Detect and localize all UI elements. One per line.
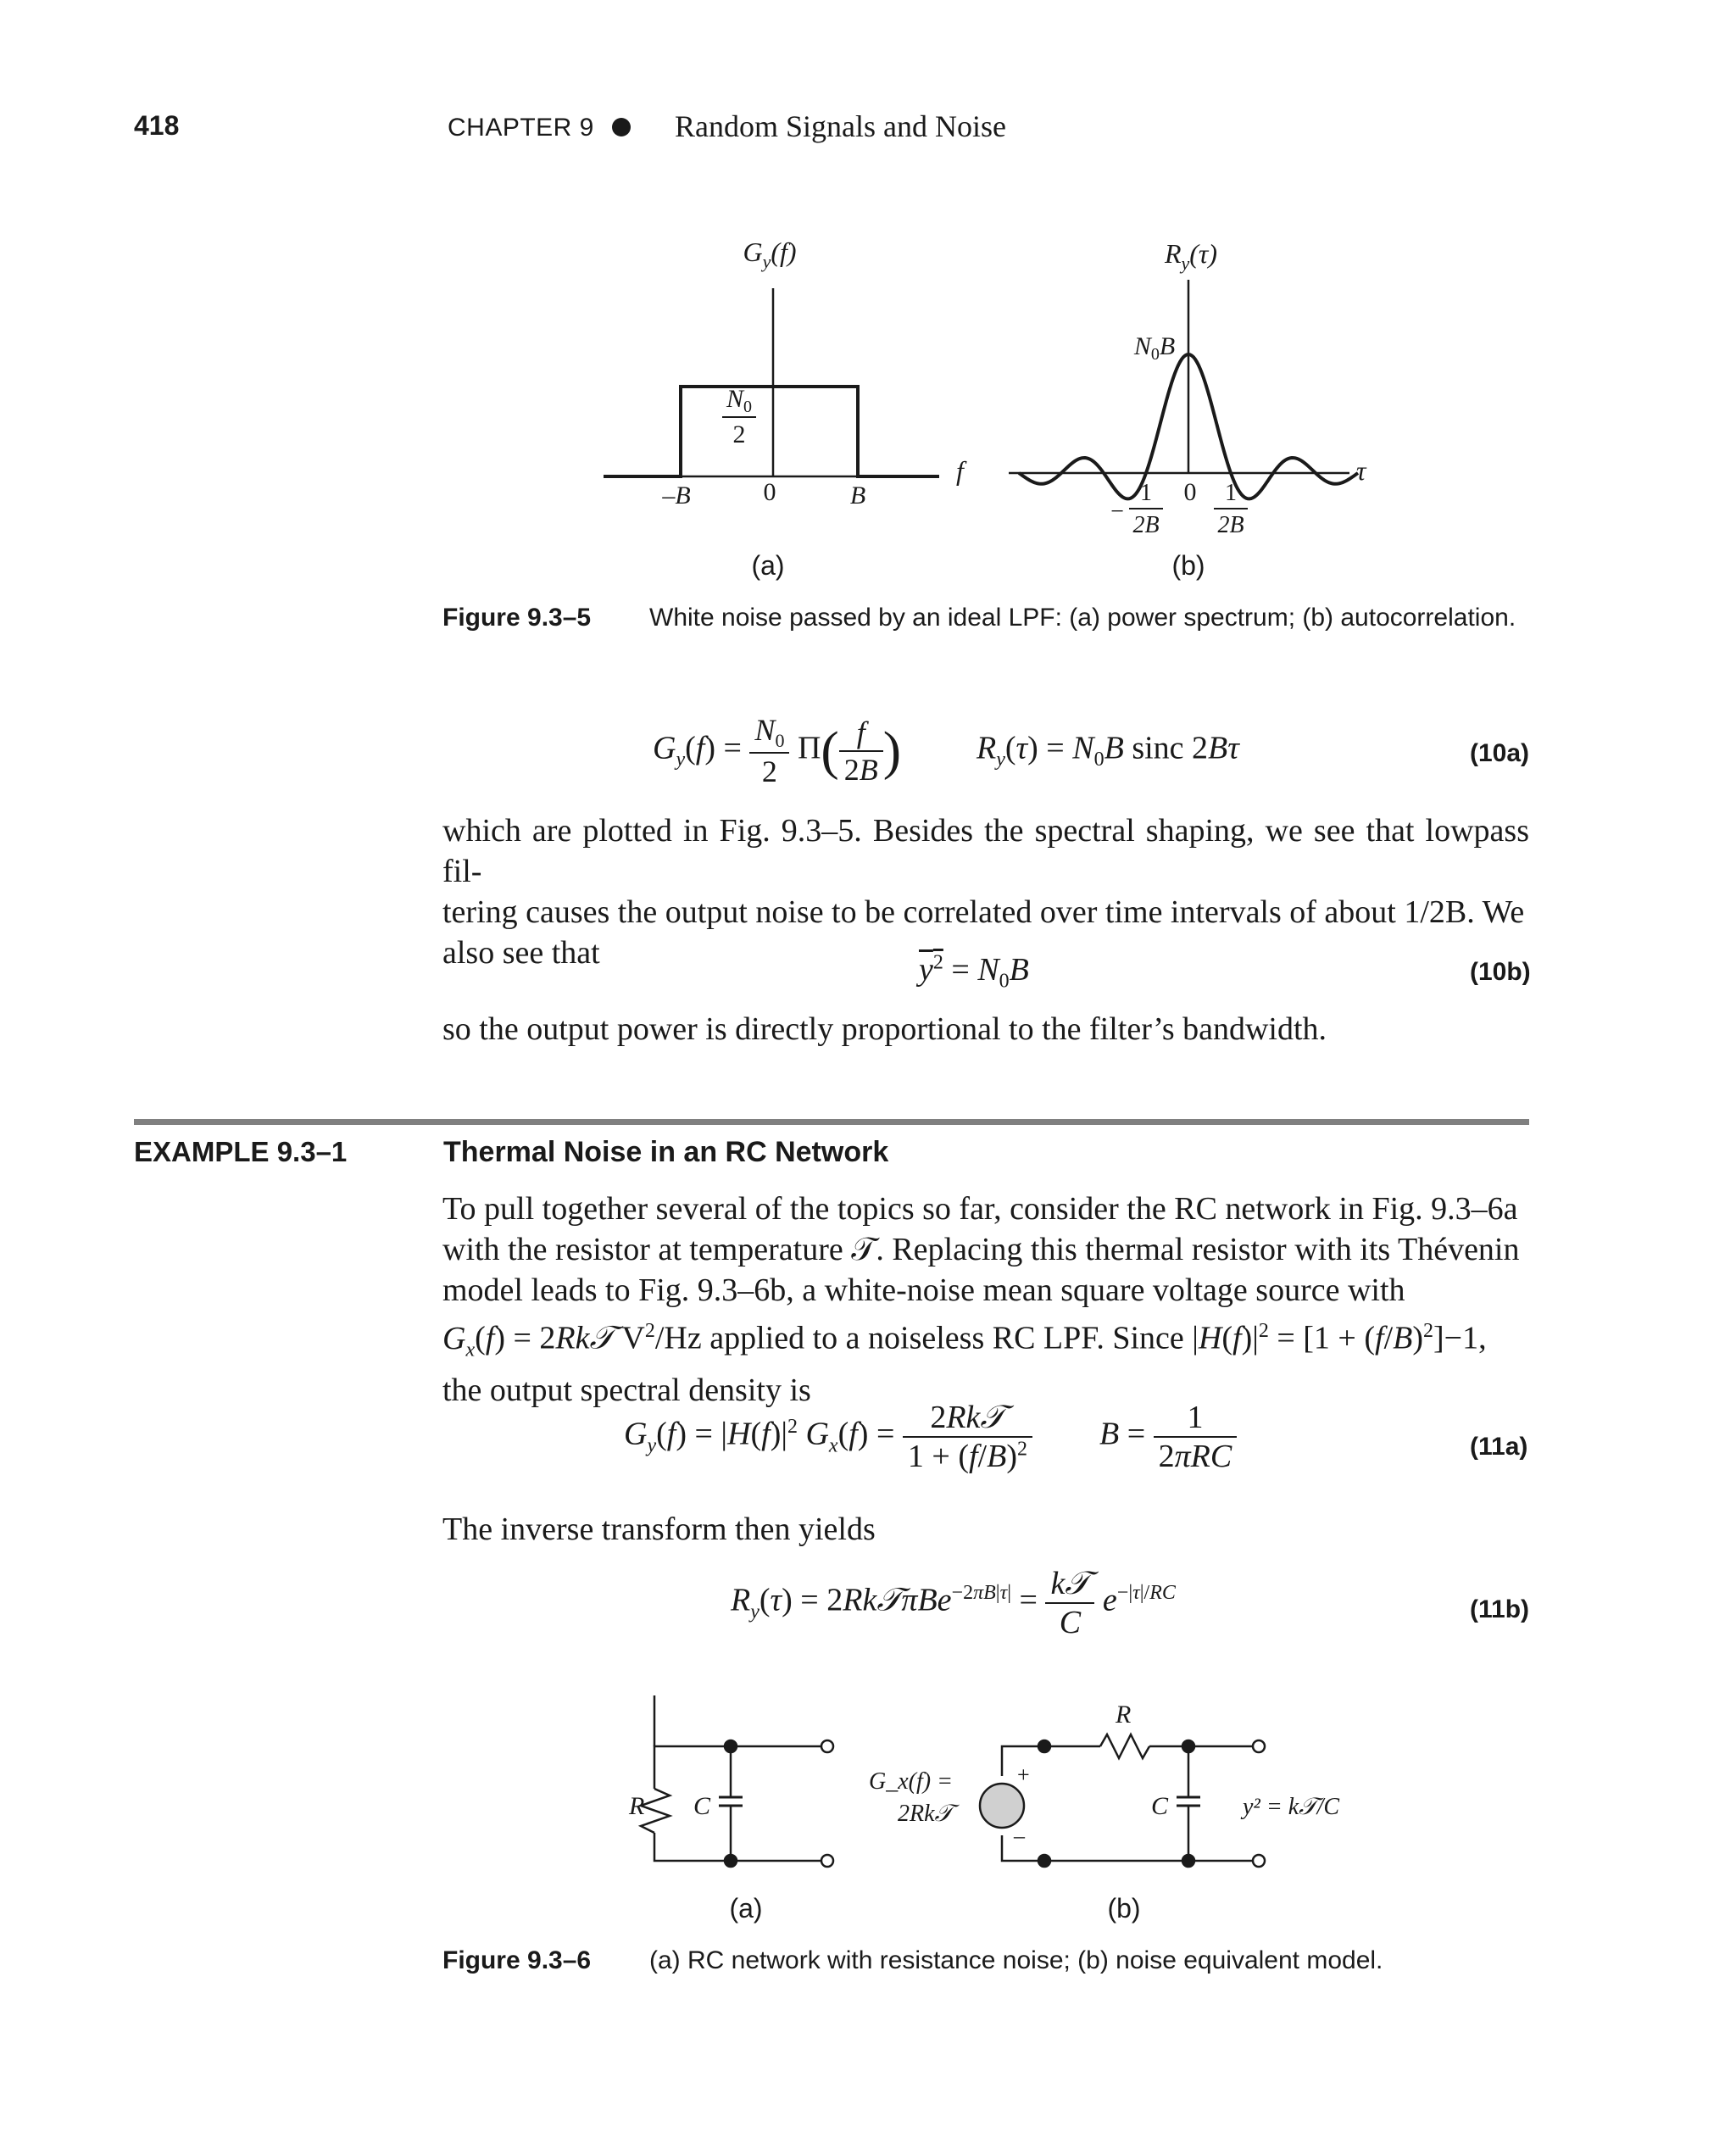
a-tick-b: B	[849, 482, 866, 509]
b-node-top	[1182, 1740, 1194, 1752]
figure-6-caption-text: (a) RC network with resistance noise; (b) noise equivalent model.	[649, 1946, 1383, 1974]
running-head-title: Random Signals and Noise	[675, 109, 1006, 143]
b-y-label: $R_y(\tau)$	[1164, 238, 1218, 274]
paragraph-1-line-1: which are plotted in Fig. 9.3–5. Besides the spectral shaping, we see that lowpass fil-	[442, 813, 1529, 889]
equation-10a-number: (10a)	[1470, 739, 1530, 767]
b-c-label: C	[1151, 1792, 1169, 1820]
b-terminal-bottom	[1253, 1855, 1265, 1867]
paragraph-3-line-3: model leads to Fig. 9.3–6b, a white-noise mean square voltage source with	[442, 1272, 1405, 1308]
panel-b-autocorrelation	[1009, 238, 1367, 581]
b-output-label: y² = k𝒯/C	[1243, 1794, 1340, 1820]
a-tick-neg-b: –B	[662, 482, 691, 509]
panel-a-power-spectrum	[604, 237, 967, 581]
b-tick-pos-num: 1	[1225, 480, 1237, 506]
example-rule	[134, 1119, 1529, 1125]
b-x-label: τ	[1356, 455, 1366, 486]
a-node-top	[725, 1740, 737, 1752]
equation-11a-number: (11a)	[1470, 1433, 1528, 1461]
b-node-bottom	[1182, 1855, 1194, 1867]
page-number: 418	[134, 110, 180, 141]
b-node-bottom-left	[1038, 1855, 1050, 1867]
b-r-label: R	[1116, 1701, 1132, 1729]
b-tick-zero: 0	[1183, 478, 1197, 506]
a-terminal-top	[821, 1740, 833, 1752]
example-label: EXAMPLE 9.3–1	[134, 1136, 348, 1167]
panel-a-rc-network	[641, 1695, 833, 1867]
figure-5-caption-text: White noise passed by an ideal LPF: (a) power spectrum; (b) autocorrelation.	[649, 604, 1516, 632]
b-panel-label: (b)	[1107, 1893, 1141, 1924]
a-tick-zero: 0	[763, 478, 776, 506]
b-source-label-1: G_x(f) =	[869, 1768, 953, 1795]
example-title: Thermal Noise in an RC Network	[443, 1136, 889, 1168]
paragraph-3-line-4-text: applied to a noiseless RC LPF. Since	[709, 1320, 1184, 1356]
a-c-label: C	[693, 1792, 711, 1820]
a-level-num: $N_0$	[726, 385, 753, 416]
paragraph-1-line-2: tering causes the output noise to be correlated over time intervals of about 1/2B. We	[442, 894, 1525, 930]
paragraph-3	[442, 1189, 1529, 1411]
equation-11b-number: (11b)	[1470, 1595, 1530, 1623]
b-resistor	[1100, 1734, 1149, 1758]
paragraph-2: so the output power is directly proportional to the filter’s bandwidth.	[442, 1011, 1327, 1047]
paragraph-3-line-2: with the resistor at temperature 𝒯. Replacing this thermal resistor with its Thévenin	[442, 1232, 1520, 1267]
b-tick-neg-num: 1	[1140, 480, 1152, 506]
equation-11a: $G_y(f) = |H(f)|^2$ $G_x(f)$ = $\frac{\text{2Rk𝒯}}{1 + (f/B)^2}$ B = $\frac{1}{\text{2πRC}}$	[624, 1399, 1237, 1475]
equation-10b-number: (10b)	[1470, 958, 1531, 986]
a-y-label: $G_y(f)$	[743, 237, 797, 272]
a-r-label: R	[629, 1792, 645, 1820]
b-plus-sign: +	[1017, 1762, 1030, 1787]
equation-10b: $y^2 = N_0B$	[919, 951, 1029, 993]
a-resistor	[641, 1789, 670, 1833]
paragraph-3-line-1: To pull together several of the topics so far, consider the RC network in Fig. 9.3–6a	[442, 1191, 1518, 1227]
figure-9-3-5	[0, 0, 1736, 661]
a-level-den: 2	[732, 420, 746, 448]
a-panel-label: (a)	[729, 1893, 763, 1924]
equation-10a: $G_y(f)$ = $\frac{N_0}{2}$ Π( $\frac{f}{2B}$ ) $R_y(\tau) = N_0B$ sinc 2Bτ	[653, 713, 1239, 789]
paragraph-1-line-3: also see that	[442, 935, 600, 971]
paragraph-1	[442, 810, 1529, 973]
a-top-wire	[654, 1746, 821, 1789]
b-tick-minus: −	[1110, 498, 1124, 525]
a-terminal-bottom	[821, 1855, 833, 1867]
a-x-label: f	[956, 455, 964, 486]
noise-source-icon	[980, 1784, 1024, 1828]
a-node-bottom	[725, 1855, 737, 1867]
equation-11b: $R_y(\tau)$ = 2Rk𝒯πBe$^{-2\pi B|\tau|}$ = $\frac{\text{k𝒯}}{C}$ $e^{-|\tau|/RC}$	[731, 1566, 1176, 1640]
paragraph-3-line-5: the output spectral density is	[442, 1372, 811, 1409]
b-panel-label: (b)	[1171, 550, 1205, 581]
b-minus-sign: –	[1014, 1823, 1025, 1848]
paragraph-4: The inverse transform then yields	[442, 1512, 876, 1547]
paragraph-3-line-4: $G_x(f)$ = 2Rk𝒯 $V^2/Hz$ applied to a noiseless RC LPF. Since $|H(f)|^2 = [1 + (f/B)^2]-1$,	[442, 1320, 1487, 1361]
chapter-label: CHAPTER 9	[448, 114, 594, 142]
a-bottom-wire	[654, 1833, 821, 1861]
b-peak-label: $N_0B$	[1133, 332, 1176, 364]
figure-9-3-6	[0, 1695, 1736, 1967]
rect-spectrum-curve	[604, 387, 939, 476]
b-node-top-left	[1038, 1740, 1050, 1752]
b-tick-pos-den: 2B	[1217, 512, 1244, 538]
figure-6-caption-label: Figure 9.3–6	[442, 1946, 592, 1974]
b-tick-neg-den: 2B	[1132, 512, 1160, 538]
a-panel-label: (a)	[751, 550, 785, 581]
b-terminal-top	[1253, 1740, 1265, 1752]
figure-5-caption-label: Figure 9.3–5	[442, 604, 592, 632]
b-source-label-2: 2Rk𝒯	[898, 1801, 953, 1827]
